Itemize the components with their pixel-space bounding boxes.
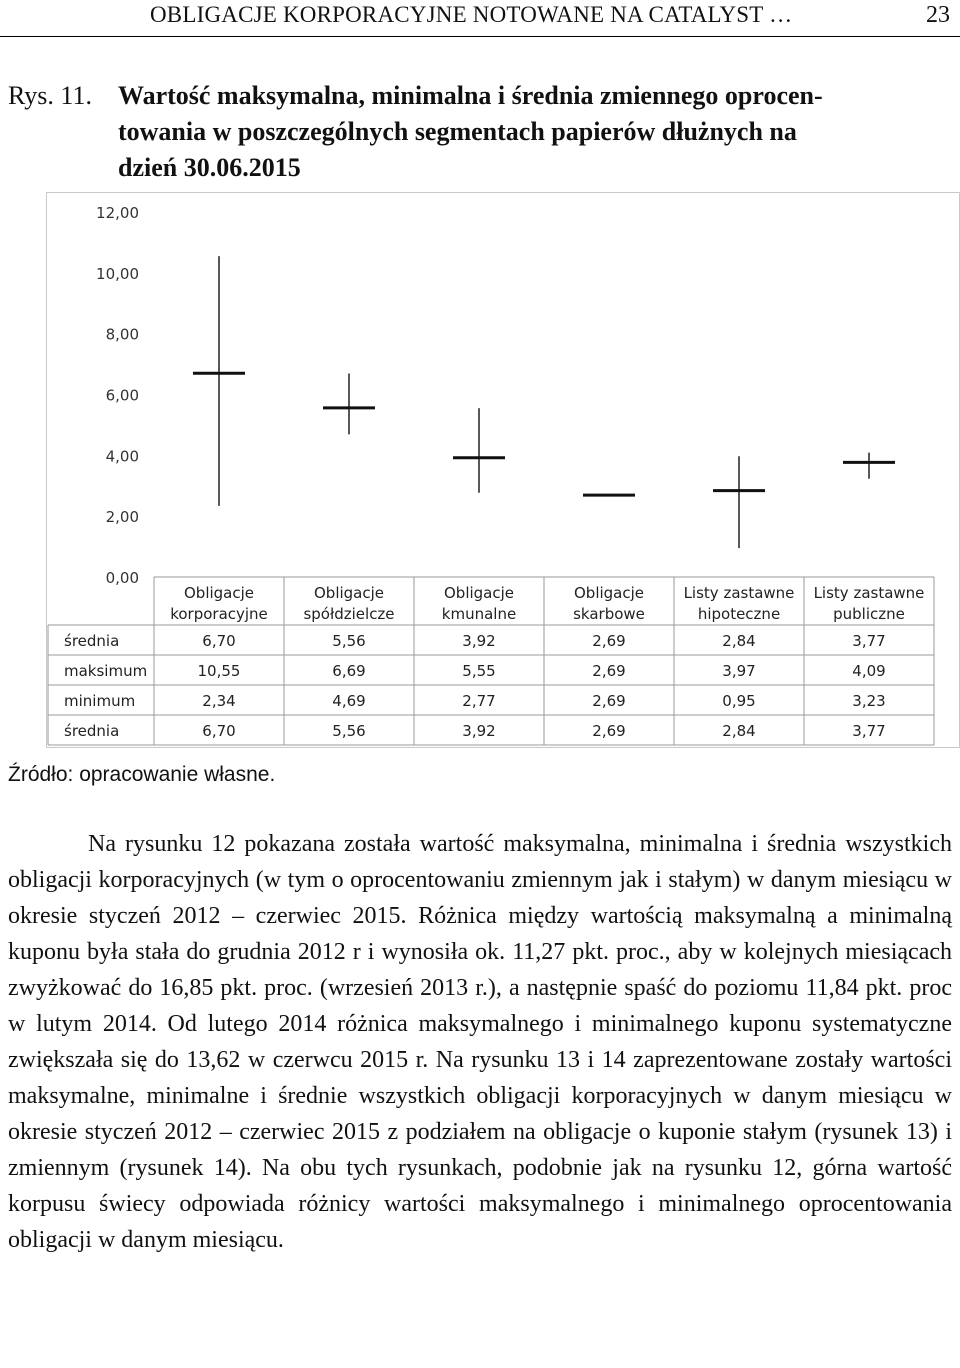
figure-frame	[47, 193, 960, 748]
category-label: korporacyjne	[170, 605, 268, 623]
page-number: 23	[926, 2, 950, 28]
value-label: 3,77	[852, 632, 886, 650]
value-label: 3,77	[852, 722, 886, 740]
figure-caption-line-3: dzień 30.06.2015	[118, 153, 301, 182]
category-label: kmunalne	[441, 605, 517, 623]
category-label: Obligacje	[443, 584, 515, 602]
figure-caption-line-2: towania w poszczególnych segmentach papierów dłużnych na	[118, 117, 797, 146]
value-label: 4,69	[332, 692, 366, 710]
value-label: 2,84	[722, 632, 756, 650]
category-label: publiczne	[833, 605, 905, 623]
value-label: 2,69	[592, 722, 626, 740]
value-label: 4,09	[852, 662, 886, 680]
value-label: 3,92	[462, 722, 496, 740]
value-label: 3,23	[852, 692, 886, 710]
series-name-label: maksimum	[64, 662, 148, 680]
y-tick-label: 4,00	[105, 447, 139, 466]
body-paragraph: Na rysunku 12 pokazana została wartość maksymalna, minimalna i średnia wszystkich obligacji korporacyjnych (w tym o oprocentowaniu zmiennym jak i stałym) w danym miesiącu w okresie styczeń 2012 – czerwiec 2015. Różnica między wartością maksymalną a minimalną kuponu była stała do grudnia 2012 r i wynosiła ok. 11,27 pkt. proc., aby w kolejnych miesiącach zwyżkować do 16,85 pkt. proc. (wrzesień 2013 r.), a następnie spaść do poziomu 11,84 pkt. proc w lutym 2014. Od lutego 2014 różnica maksymalnego i minimalnego kuponu systematyczne zwiększała się do 13,62 w czerwcu 2015 r. Na rysunku 13 i 14 zaprezentowane zostały wartości maksymalne, minimalne i średnie wszystkich obligacji korporacyjnych w danym miesiącu w okresie styczeń 2012 – czerwiec 2015 z podziałem na obligacje o kuponie stałym (rysunek 13) i zmiennym (rysunek 14). Na obu tych rysunkach, podobnie jak na rysunku 12, górna wartość korpusu świecy odpowiada różnicy wartości maksymalnego i minimalnego oprocentowania obligacji w danym miesiącu.	[8, 831, 952, 1253]
value-label: 2,69	[592, 662, 626, 680]
value-label: 2,84	[722, 722, 756, 740]
value-label: 6,70	[202, 722, 236, 740]
category-label: Obligacje	[183, 584, 255, 602]
category-label: skarbowe	[573, 605, 645, 623]
figure-caption-line-1: Wartość maksymalna, minimalna i średnia zmiennego oprocen-	[118, 81, 823, 110]
value-label: 0,95	[722, 692, 756, 710]
category-label: Obligacje	[573, 584, 645, 602]
value-label: 2,77	[462, 692, 496, 710]
value-label: 3,97	[722, 662, 756, 680]
series-name-label: minimum	[64, 692, 136, 710]
y-tick-label: 12,00	[96, 204, 139, 222]
value-label: 5,56	[332, 722, 366, 740]
value-label: 2,69	[592, 692, 626, 710]
stock-chart-figure	[46, 192, 960, 748]
value-label: 6,70	[202, 632, 236, 650]
y-tick-label: 2,00	[105, 508, 139, 527]
body-text	[8, 826, 952, 1258]
value-label: 5,56	[332, 632, 366, 650]
value-label: 6,69	[332, 662, 366, 680]
figure-caption	[8, 78, 952, 186]
series-name-label: średnia	[64, 722, 120, 740]
y-tick-label: 0,00	[105, 569, 139, 587]
value-label: 10,55	[197, 662, 241, 680]
y-tick-label: 10,00	[96, 264, 139, 283]
y-tick-label: 6,00	[105, 386, 139, 405]
category-label: Listy zastawne	[683, 584, 795, 602]
figure-label: Rys. 11.	[8, 81, 92, 110]
category-label: Listy zastawne	[813, 584, 925, 602]
category-label: hipoteczne	[697, 605, 781, 623]
value-label: 3,92	[462, 632, 496, 650]
category-label: Obligacje	[313, 584, 385, 602]
y-tick-label: 8,00	[105, 325, 139, 344]
value-label: 2,34	[202, 692, 236, 710]
value-label: 5,55	[462, 662, 496, 680]
running-header-title: OBLIGACJE KORPORACYJNE NOTOWANE NA CATALYST …	[150, 2, 793, 27]
stock-chart	[46, 192, 960, 748]
series-name-label: średnia	[64, 632, 120, 650]
category-label: spółdzielcze	[303, 605, 395, 623]
running-header	[0, 0, 960, 37]
source-note: Źródło: opracowanie własne.	[8, 763, 276, 786]
value-label: 2,69	[592, 632, 626, 650]
